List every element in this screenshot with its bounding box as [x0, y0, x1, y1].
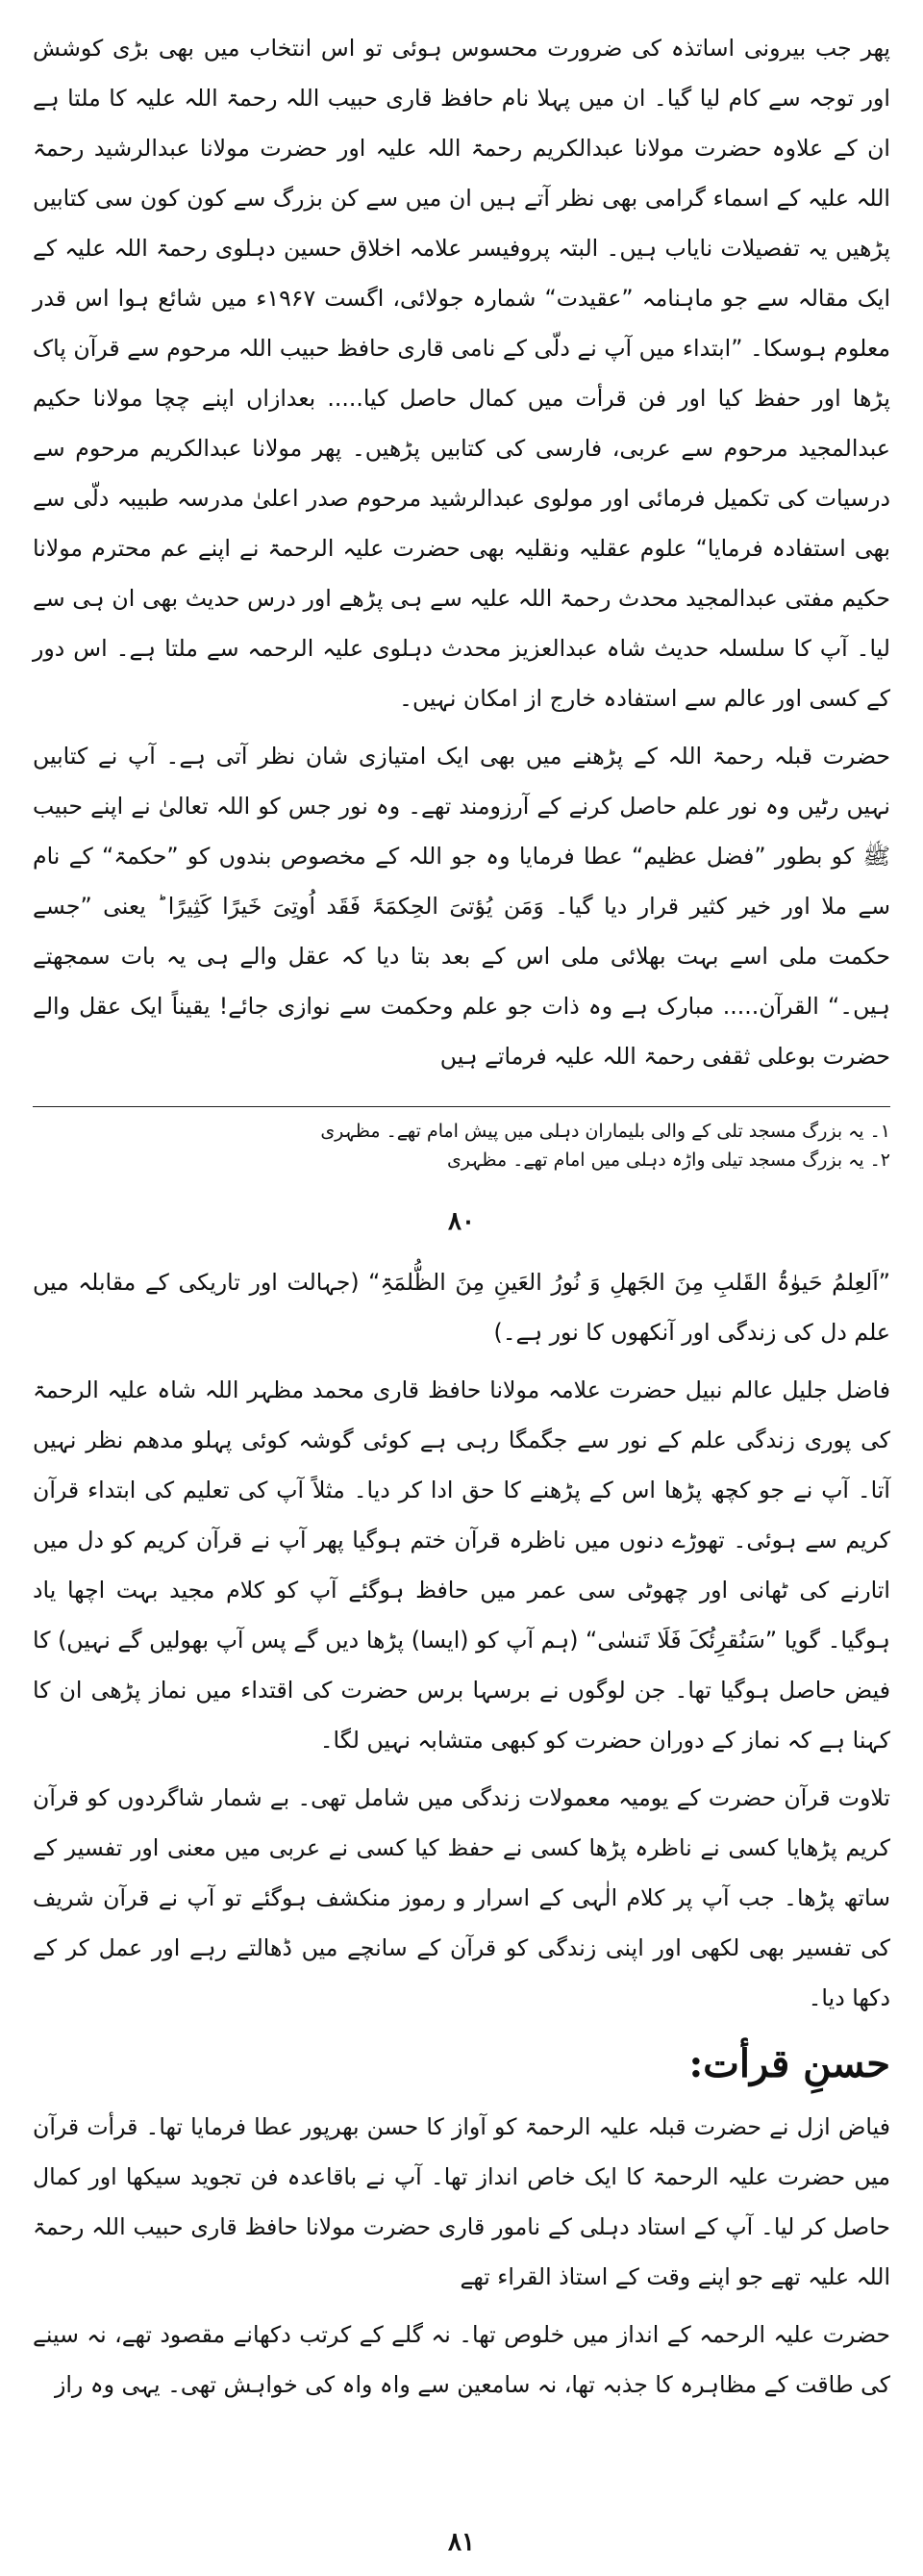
page81-paragraph-2: فاضل جلیل عالم نبیل حضرت علامہ مولانا حافظ قاری محمد مظہر اللہ شاہ علیہ الرحمۃ کی پوری زندگی علم کے نور سے جگمگا رہی ہے کوئی گوشہ کوئی پہلو مدھم نظر نہیں آتا۔ آپ نے جو کچھ پڑھا اس کے پڑھنے کا حق ادا کر دیا۔ مثلاً آپ کی تعلیم کی ابتداء قرآن کریم سے ہوئی۔ تھوڑے دنوں میں ناظرہ قرآن ختم ہوگیا پھر آپ نے قرآن کریم کو دل میں اتارنے کی ٹھانی اور چھوٹی سی عمر میں حافظ ہوگئے آپ کو کلام مجید بہت اچھا یاد ہوگیا۔ گویا ”سَنُقرِئُکَ فَلَا تَنسٰی“ (ہم آپ کو (ایسا) پڑھا دیں گے پس آپ بھولیں گے نہیں) کا فیض حاصل ہوگیا تھا۔ جن لوگوں نے برسہا برس حضرت کی اقتداء میں نماز پڑھی ان کا کہنا ہے کہ نماز کے دوران حضرت کو کبھی متشابہ نہیں لگا۔ [33, 1376, 890, 1754]
footnote-separator [33, 1106, 890, 1107]
page-number-80: ۸۰ [448, 1207, 475, 1236]
footnote-1: ۱۔ یہ بزرگ مسجد تلی کے والی بلیماران دہلی میں پیش امام تھے۔ مظہری [320, 1121, 890, 1142]
section-heading: حسنِ قرأت: [688, 2041, 890, 2086]
page80-paragraph-2: حضرت قبلہ رحمۃ اللہ کے پڑھنے میں بھی ایک امتیازی شان نظر آتی ہے۔ آپ نے کتابیں نہیں رٹیں وہ نور علم حاصل کرنے کے آرزومند تھے۔ وہ نور جس کو اللہ تعالیٰ نے اپنے حبیب ﷺ کو بطور ”فضل عظیم“ عطا فرمایا وہ جو اللہ کے مخصوص بندوں کو ”حکمۃ“ کے نام سے ملا اور خیر کثیر قرار دیا گیا۔ وَمَن یُؤتیَ الحِکمَۃَ فَقَد اُوتِیَ خَیرًا کَثِیرًا ؕ یعنی ”جسے حکمت ملی اسے بہت بھلائی ملی اس کے بعد بتا دیا کہ عقل والے ہی یہ بات سمجھتے ہیں۔“ القرآن..... مبارک ہے وہ ذات جو علم وحکمت سے نوازی جائے! یقیناً ایک عقل والے حضرت بوعلی ثقفی رحمۃ اللہ علیہ فرماتے ہیں [33, 743, 890, 1070]
page81-paragraph-3: تلاوت قرآن حضرت کے یومیہ معمولات زندگی میں شامل تھی۔ بے شمار شاگردوں کو قرآن کریم پڑھایا کسی نے ناظرہ پڑھا کسی نے حفظ کیا کسی نے عربی میں معنی اور تفسیر کے ساتھ پڑھا۔ جب آپ پر کلام الٰہی کے اسرار و رموز منکشف ہوگئے تو آپ نے قرآن شریف کی تفسیر بھی لکھی اور اپنی زندگی کو قرآن کے سانچے میں ڈھالتے رہے اور عمل کر کے دکھا دیا۔ [33, 1784, 890, 2011]
page81-paragraph-4: فیاض ازل نے حضرت قبلہ علیہ الرحمۃ کو آواز کا حسن بھرپور عطا فرمایا تھا۔ قرأت قرآن میں حضرت علیہ الرحمۃ کا ایک خاص انداز تھا۔ آپ نے باقاعدہ فن تجوید سیکھا اور کمال حاصل کر لیا۔ آپ کے استاد دہلی کے نامور قاری حضرت مولانا حافظ قاری حبیب اللہ رحمۃ اللہ علیہ تھے جو اپنے وقت کے استاذ القراء تھے [33, 2113, 890, 2290]
page81-quote-paragraph: ”اَلعِلمُ حَیوٰۃُ القَلبِ مِنَ الجَھلِ وَ نُورُ العَینِ مِنَ الظُّلمَۃِ“ (جہالت اور تاریکی کے مقابلہ میں علم دل کی زندگی اور آنکھوں کا نور ہے۔) [33, 1269, 890, 1346]
footnote-2: ۲۔ یہ بزرگ مسجد تیلی واڑہ دہلی میں امام تھے۔ مظہری [446, 1149, 890, 1171]
page80-paragraph-1: پھر جب بیرونی اساتذہ کی ضرورت محسوس ہوئی تو اس انتخاب میں بھی بڑی کوشش اور توجہ سے کام لیا گیا۔ ان میں پہلا نام حافظ قاری حبیب اللہ رحمۃ اللہ علیہ کا ملتا ہے ان کے علاوہ حضرت مولانا عبدالکریم رحمۃ اللہ علیہ اور حضرت مولانا عبدالرشید رحمۃ اللہ علیہ کے اسماء گرامی بھی نظر آتے ہیں ان میں سے کن بزرگ سے کون کون سی کتابیں پڑھیں یہ تفصیلات نایاب ہیں۔ البتہ پروفیسر علامہ اخلاق حسین دہلوی رحمۃ اللہ علیہ کے ایک مقالہ سے جو ماہنامہ ”عقیدت“ شمارہ جولائی، اگست ۱۹۶۷ء میں شائع ہوا اس قدر معلوم ہوسکا۔ ”ابتداء میں آپ نے دلّی کے نامی قاری حافظ حبیب اللہ مرحوم سے قرآن پاک پڑھا اور حفظ کیا اور فن قرأت میں کمال حاصل کیا..... بعدازاں اپنے چچا مولانا حکیم عبدالمجید مرحوم سے عربی، فارسی کی کتابیں پڑھیں۔ پھر مولانا عبدالکریم مرحوم سے درسیات کی تکمیل فرمائی اور مولوی عبدالرشید مرحوم صدر اعلیٰ مدرسہ طبیبہ دلّی سے بھی استفادہ فرمایا“ علوم عقلیہ ونقلیہ بھی حضرت علیہ الرحمۃ نے اپنے عم محترم مولانا حکیم مفتی عبدالمجید محدث رحمۃ اللہ علیہ سے ہی پڑھے اور درس حدیث بھی ان ہی سے لیا۔ آپ کا سلسلہ حدیث شاہ عبدالعزیز محدث دہلوی علیہ الرحمہ سے ملتا ہے۔ اس دور کے کسی اور عالم سے استفادہ خارج از امکان نہیں۔ [33, 35, 891, 712]
page81-paragraph-5: حضرت علیہ الرحمہ کے انداز میں خلوص تھا۔ نہ گلے کے کرتب دکھانے مقصود تھے، نہ سینے کی طاقت کے مظاہرہ کا جذبہ تھا، نہ سامعین سے واہ واہ کی خواہش تھی۔ یہی وہ راز [33, 2321, 890, 2398]
page-number-81: ۸۱ [448, 2528, 475, 2557]
